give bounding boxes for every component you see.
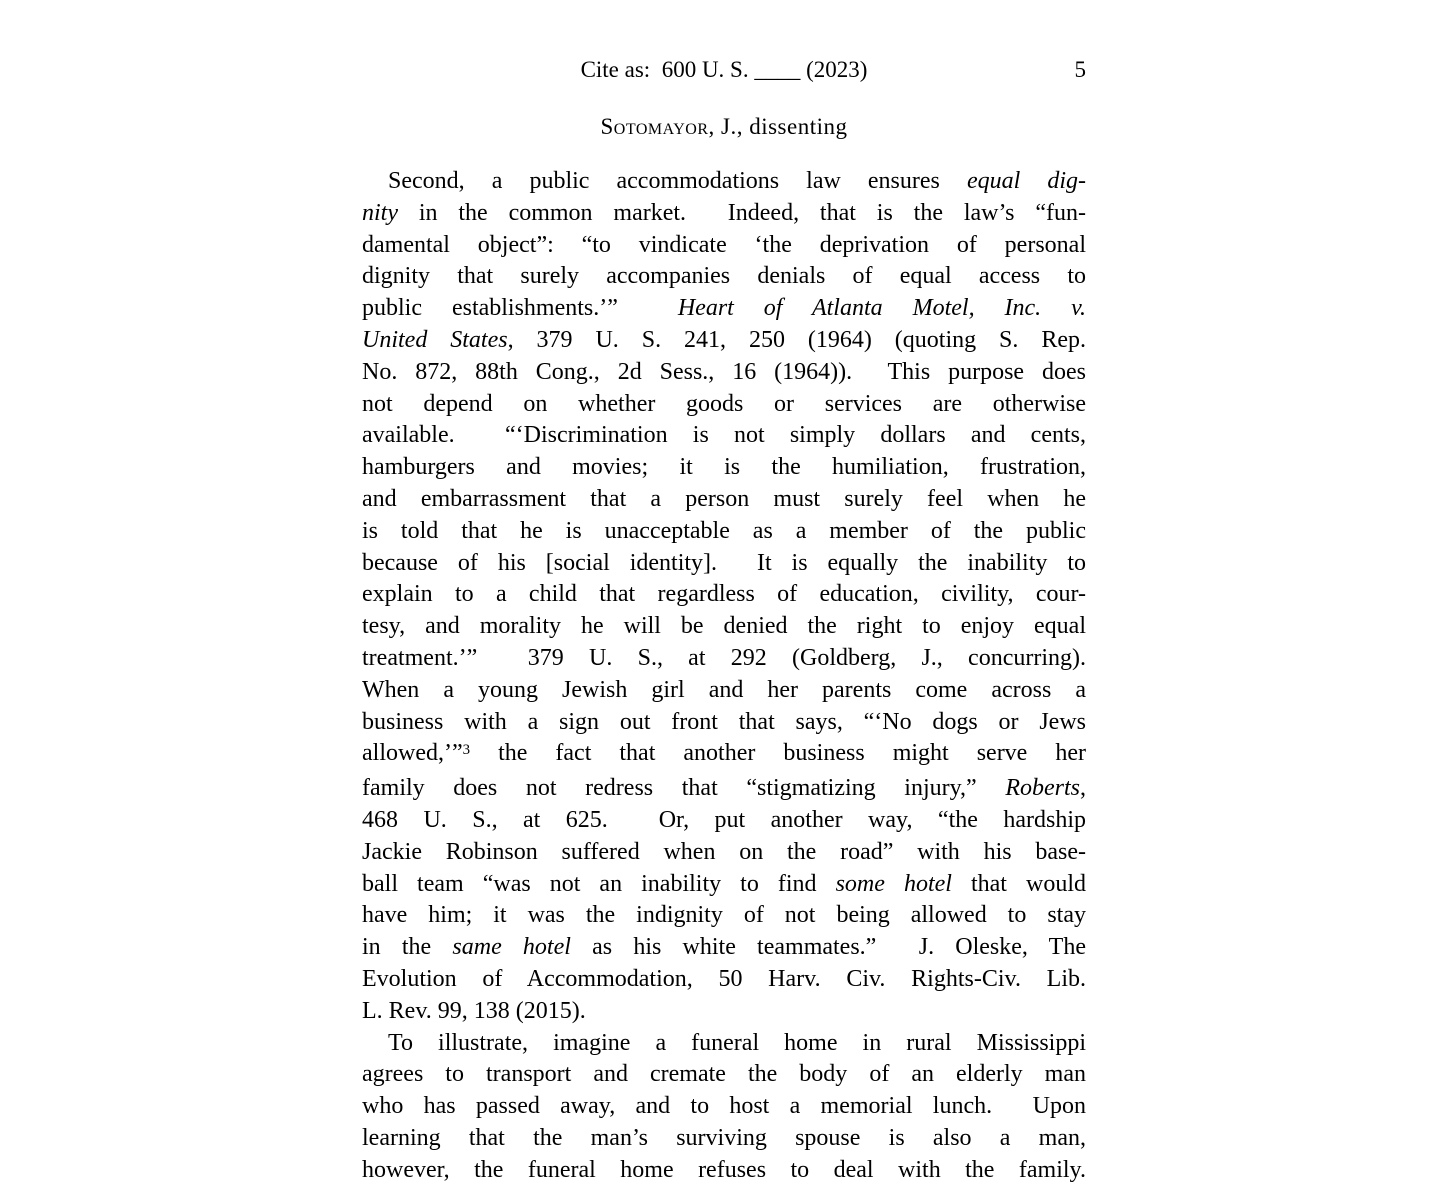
text-line: [362, 293, 1086, 325]
text-segment: No. 872, 88th Cong., 2d Sess., 16 (1964)). This purpose does: [362, 358, 1086, 385]
text-segment: damental object”: “to vindicate ‘the deprivation of personal: [362, 231, 1086, 258]
text-segment: Second, a public accommodations law ensures: [388, 168, 967, 194]
text-line: [362, 484, 1086, 516]
running-head: [362, 57, 1086, 83]
text-segment: 468 U. S., at 625. Or, put another way, “the hardship: [362, 806, 1086, 833]
paragraph: [362, 166, 1086, 1028]
text-segment: that would: [951, 870, 1087, 897]
text-segment: Jackie Robinson suffered when on the road” with his base-: [362, 838, 1086, 865]
text-segment: ,: [1080, 775, 1086, 802]
footnote-marker: 3: [462, 741, 471, 758]
italic-text-segment: nity: [362, 199, 398, 226]
text-segment: To illustrate, imagine a funeral home in rural Mississippi: [388, 1029, 1086, 1056]
text-line: [362, 325, 1086, 357]
text-line: [362, 1059, 1086, 1091]
text-segment: hamburgers and movies; it is the humiliation, frustration,: [362, 454, 1086, 481]
text-segment: business with a sign out front that says, “‘No dogs or Jews: [362, 708, 1086, 735]
text-segment: , 379 U. S. 241, 250 (1964) (quoting S. Rep.: [507, 326, 1087, 353]
text-line: [362, 1155, 1086, 1187]
text-column: [362, 0, 1086, 1187]
text-segment: in the common market. Indeed, that is the law’s “fun-: [398, 199, 1086, 226]
text-segment: treatment.’” 379 U. S., at 292 (Goldberg, J., concurring).: [362, 644, 1086, 671]
text-segment: Evolution of Accommodation, 50 Harv. Civ. Rights-Civ. Lib.: [362, 965, 1086, 992]
italic-text-segment: Heart of Atlanta Motel, Inc.: [677, 295, 1042, 322]
text-line: [362, 230, 1086, 262]
italic-text-segment: United States: [362, 326, 508, 353]
text-line: [362, 738, 1086, 773]
text-line: [362, 932, 1086, 964]
italic-text-segment: same hotel: [452, 934, 571, 961]
text-line: [362, 675, 1086, 707]
text-segment: ball team “was not an inability to find: [362, 870, 836, 897]
text-segment: allowed,’”: [362, 740, 463, 767]
text-line: [362, 805, 1086, 837]
text-segment: tesy, and morality he will be denied the right to enjoy equal: [362, 613, 1086, 640]
text-segment: agrees to transport and cremate the body of an elderly man: [362, 1061, 1086, 1088]
text-line: [362, 837, 1086, 869]
text-line: [362, 1028, 1086, 1060]
text-segment: because of his [social identity]. It is equally the inability to: [362, 549, 1086, 576]
italic-text-segment: Roberts: [1005, 775, 1080, 802]
text-segment: learning that the man’s surviving spouse is also a man,: [362, 1124, 1086, 1151]
text-line: [362, 1091, 1086, 1123]
text-segment: L. Rev. 99, 138 (2015).: [362, 997, 586, 1024]
text-line: [362, 579, 1086, 611]
text-segment: in the: [362, 934, 453, 961]
text-segment: [1041, 295, 1071, 321]
text-line: [362, 357, 1086, 389]
text-segment: and embarrassment that a person must surely feel when he: [362, 485, 1086, 512]
page-number: 5: [1074, 57, 1086, 82]
text-segment: explain to a child that regardless of education, civility, cour-: [362, 581, 1086, 608]
paragraph: [362, 1028, 1086, 1187]
text-line: [362, 516, 1086, 548]
text-line: [362, 773, 1086, 805]
text-line: [362, 900, 1086, 932]
text-line: [362, 707, 1086, 739]
text-segment: not depend on whether goods or services are otherwise: [362, 390, 1086, 417]
text-line: [362, 198, 1086, 230]
text-segment: is told that he is unacceptable as a member of the public: [362, 517, 1086, 544]
italic-text-segment: v.: [1071, 295, 1087, 322]
text-segment: When a young Jewish girl and her parents come across a: [362, 676, 1086, 703]
author-line-suffix: , J., dissenting: [708, 114, 848, 139]
italic-text-segment: some hotel: [835, 870, 952, 897]
opinion-body: [362, 166, 1086, 1187]
text-line: [362, 452, 1086, 484]
text-segment: available. “‘Discrimination is not simply dollars and cents,: [362, 422, 1086, 449]
text-segment: the fact that another business might serve her: [470, 740, 1086, 767]
text-line: [362, 611, 1086, 643]
text-segment: however, the funeral home refuses to deal with the family.: [362, 1156, 1086, 1183]
text-segment: public establishments.’”: [362, 295, 678, 322]
justice-name: Sotomayor: [600, 114, 709, 139]
text-segment: as his white teammates.” J. Oleske, The: [570, 934, 1086, 961]
text-line: [362, 996, 1086, 1028]
text-line: [362, 548, 1086, 580]
text-line: [362, 1123, 1086, 1155]
text-line: [362, 420, 1086, 452]
text-segment: have him; it was the indignity of not being allowed to stay: [362, 902, 1086, 929]
text-line: [362, 869, 1086, 901]
citation-line: Cite as: 600 U. S. ____ (2023): [580, 57, 868, 82]
text-line: [362, 261, 1086, 293]
text-segment: family does not redress that “stigmatizing injury,”: [362, 775, 1006, 802]
opinion-author-line: [362, 113, 1086, 141]
text-segment: dignity that surely accompanies denials of equal access to: [362, 263, 1086, 290]
text-line: [362, 166, 1086, 198]
text-line: [362, 389, 1086, 421]
italic-text-segment: equal dig-: [966, 168, 1087, 194]
text-segment: who has passed away, and to host a memorial lunch. Upon: [362, 1093, 1086, 1120]
text-line: [362, 964, 1086, 996]
text-line: [362, 643, 1086, 675]
